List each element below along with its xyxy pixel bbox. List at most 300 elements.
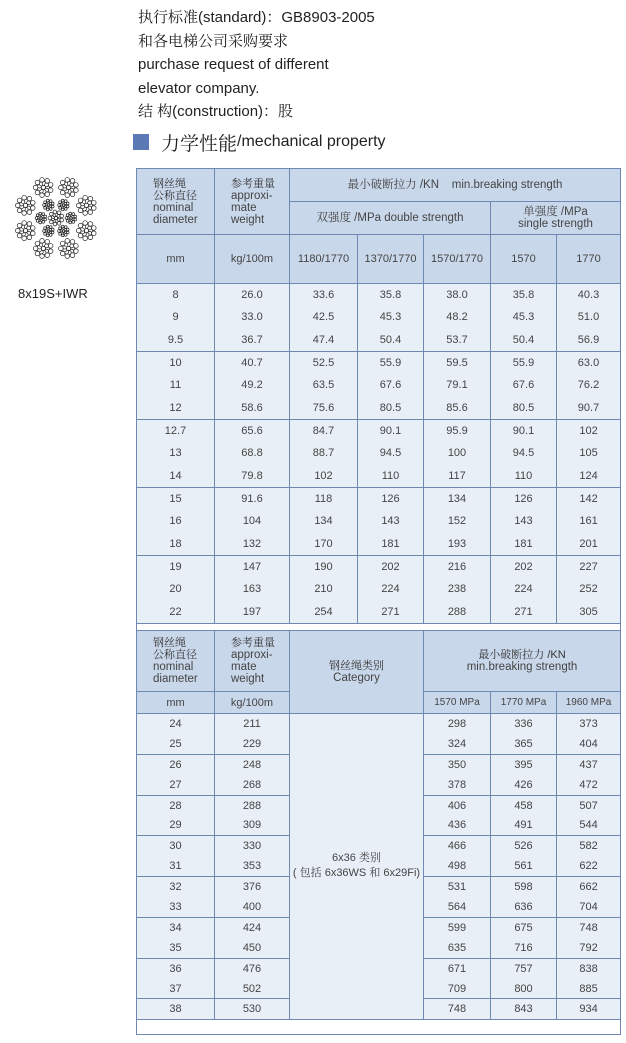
table-cell: 143 xyxy=(358,510,424,533)
table-cell: 373 xyxy=(557,714,621,734)
outer-strand-wire xyxy=(92,226,97,231)
iwr-core-wire xyxy=(57,211,61,215)
table-cell: 10 xyxy=(137,351,215,374)
table-cell: 33 xyxy=(137,897,215,917)
table-cell: 30 xyxy=(137,836,215,856)
outer-strand-wire xyxy=(59,246,64,251)
iwr-strand-wire xyxy=(61,225,64,228)
table-cell: 309 xyxy=(215,815,290,835)
table-cell: 404 xyxy=(557,734,621,754)
iwr-strand-wire xyxy=(43,230,46,233)
table-cell: 704 xyxy=(557,897,621,917)
table-cell: 51.0 xyxy=(557,306,621,329)
table-row xyxy=(137,714,621,734)
table-cell: 476 xyxy=(215,958,290,978)
table-cell: 55.9 xyxy=(491,351,557,374)
table-cell: 350 xyxy=(424,754,491,774)
table-cell: 26 xyxy=(137,754,215,774)
outer-strand-wire xyxy=(35,180,40,185)
table-cell: 838 xyxy=(557,958,621,978)
table-cell: 53.7 xyxy=(424,329,491,352)
table-cell: 32 xyxy=(137,877,215,897)
table-cell: 757 xyxy=(491,958,557,978)
iwr-strand-wire xyxy=(74,215,77,218)
iwr-strand-wire xyxy=(64,226,67,229)
iwr-strand-wire xyxy=(66,220,69,223)
outer-strand-wire xyxy=(59,185,64,190)
table-cell: 400 xyxy=(215,897,290,917)
table-cell: 224 xyxy=(491,578,557,601)
table-cell: 85.6 xyxy=(424,397,491,420)
table-cell: 118 xyxy=(290,487,358,510)
iwr-core-wire xyxy=(53,210,57,214)
unit-cell: mm xyxy=(137,692,215,714)
table-cell: 35 xyxy=(137,938,215,958)
table-row xyxy=(137,465,621,488)
table-cell: 68.8 xyxy=(215,442,290,465)
mechanical-table-2 xyxy=(136,630,621,1035)
table-cell: 45.3 xyxy=(491,306,557,329)
outer-strand-wire xyxy=(45,244,49,248)
table-cell: 424 xyxy=(215,917,290,937)
table-cell: 636 xyxy=(491,897,557,917)
outer-strand-wire xyxy=(88,226,92,230)
outer-strand-wire xyxy=(27,235,32,240)
table-cell: 40.7 xyxy=(215,351,290,374)
table-cell: 201 xyxy=(557,533,621,556)
header-weight: 参考重量 approxi- mate weight xyxy=(215,169,290,235)
iwr-strand-wire xyxy=(46,199,49,202)
table-cell: 80.5 xyxy=(491,397,557,420)
outer-strand-wire xyxy=(22,221,27,226)
table-cell: 147 xyxy=(215,555,290,578)
outer-strand-wire xyxy=(48,244,53,249)
outer-strand-wire xyxy=(76,228,81,233)
outer-strand-wire xyxy=(45,192,50,197)
outer-strand-wire xyxy=(40,239,45,244)
table-cell: 49.2 xyxy=(215,374,290,397)
outer-strand-wire xyxy=(74,244,79,249)
table-row xyxy=(137,351,621,374)
unit-cell: 1180/1770 xyxy=(290,235,358,284)
table-row xyxy=(137,601,621,624)
table-cell: 35.8 xyxy=(491,284,557,307)
table-cell: 48.2 xyxy=(424,306,491,329)
table-cell: 94.5 xyxy=(358,442,424,465)
header-double-strength: 双强度 /MPa double strength xyxy=(290,202,491,235)
table-cell: 437 xyxy=(557,754,621,774)
table-cell: 330 xyxy=(215,836,290,856)
table-cell: 582 xyxy=(557,836,621,856)
outer-strand-wire xyxy=(83,195,88,200)
iwr-core-wire xyxy=(49,212,53,216)
table-cell: 95.9 xyxy=(424,419,491,442)
outer-strand-wire xyxy=(74,188,79,193)
outer-strand-wire xyxy=(27,222,32,227)
table-cell: 716 xyxy=(491,938,557,958)
outer-strand-wire xyxy=(45,239,50,244)
table-cell: 491 xyxy=(491,815,557,835)
outer-strand-wire xyxy=(17,223,22,228)
outer-strand-wire xyxy=(70,192,75,197)
outer-strand-wire xyxy=(31,231,36,236)
table-cell: 88.7 xyxy=(290,442,358,465)
table-cell: 79.1 xyxy=(424,374,491,397)
iwr-strand-wire xyxy=(59,233,62,236)
table-row xyxy=(137,510,621,533)
outer-strand-wire xyxy=(31,206,36,211)
iwr-strand-wire xyxy=(42,213,45,216)
table-cell: 8 xyxy=(137,284,215,307)
table-cell: 132 xyxy=(215,533,290,556)
table-cell: 224 xyxy=(358,578,424,601)
unit-cell: 1570/1770 xyxy=(424,235,491,284)
outer-strand-wire xyxy=(31,226,36,231)
table-row xyxy=(137,578,621,601)
table-cell: 227 xyxy=(557,555,621,578)
iwr-strand-wire xyxy=(66,202,69,205)
table-cell: 202 xyxy=(358,555,424,578)
table-cell: 324 xyxy=(424,734,491,754)
table-cell: 170 xyxy=(290,533,358,556)
table-cell: 67.6 xyxy=(358,374,424,397)
iwr-strand-wire xyxy=(44,207,47,210)
table-cell: 102 xyxy=(290,465,358,488)
table-row xyxy=(137,397,621,420)
iwr-strand-wire xyxy=(36,214,39,217)
iwr-core-wire xyxy=(57,222,61,226)
table-cell: 202 xyxy=(491,555,557,578)
iwr-core-wire xyxy=(48,216,52,220)
table-cell: 252 xyxy=(557,578,621,601)
table-cell: 84.7 xyxy=(290,419,358,442)
iwr-strand-wire xyxy=(61,199,64,202)
table-cell: 12 xyxy=(137,397,215,420)
outer-strand-wire xyxy=(78,223,83,228)
construction-line: 结 构(construction)：股 xyxy=(138,103,294,120)
table-cell: 33.6 xyxy=(290,284,358,307)
iwr-strand-wire xyxy=(69,212,72,215)
iwr-strand-wire xyxy=(74,218,77,221)
table-cell: 102 xyxy=(557,419,621,442)
table-cell: 458 xyxy=(491,795,557,815)
table-cell: 55.9 xyxy=(358,351,424,374)
iwr-strand-wire xyxy=(46,234,49,237)
requirement-line-en-1: purchase request of different xyxy=(138,56,329,73)
table-cell: 142 xyxy=(557,487,621,510)
table-cell: 792 xyxy=(557,938,621,958)
table-cell: 502 xyxy=(215,979,290,999)
outer-strand-wire xyxy=(22,211,27,216)
header-min-breaking-strength: 最小破断拉力 /KN min.breaking strength xyxy=(424,631,621,692)
outer-strand-wire xyxy=(27,210,32,215)
iwr-strand-wire xyxy=(43,204,46,207)
outer-strand-wire xyxy=(88,196,93,201)
iwr-core-wire xyxy=(60,218,64,222)
category-note: ( 包括 6x36WS 和 6x29Fi) xyxy=(292,867,421,880)
outer-strand-wire xyxy=(27,201,31,205)
table-cell: 24 xyxy=(137,714,215,734)
section-title-en: /mechanical property xyxy=(237,133,386,150)
iwr-strand-wire xyxy=(49,208,52,211)
table-row xyxy=(137,442,621,465)
iwr-strand-wire xyxy=(66,205,69,208)
table-cell: 254 xyxy=(290,601,358,624)
table-cell: 561 xyxy=(491,856,557,876)
table-cell: 59.5 xyxy=(424,351,491,374)
table-row xyxy=(137,374,621,397)
outer-strand-wire xyxy=(22,236,27,241)
outer-strand-wire xyxy=(60,180,65,185)
table-cell: 124 xyxy=(557,465,621,488)
table-cell: 161 xyxy=(557,510,621,533)
outer-strand-wire xyxy=(70,239,75,244)
table-cell: 26.0 xyxy=(215,284,290,307)
table-cell: 934 xyxy=(557,999,621,1019)
table-cell: 498 xyxy=(424,856,491,876)
table-cell: 29 xyxy=(137,815,215,835)
iwr-strand-wire xyxy=(49,226,52,229)
table-cell: 190 xyxy=(290,555,358,578)
table-cell: 90.7 xyxy=(557,397,621,420)
table-cell: 36 xyxy=(137,958,215,978)
outer-strand-wire xyxy=(88,210,93,215)
table-cell: 20 xyxy=(137,578,215,601)
table-cell: 63.5 xyxy=(290,374,358,397)
unit-cell: 1770 MPa xyxy=(491,692,557,714)
outer-strand-wire xyxy=(22,195,27,200)
outer-strand-wire xyxy=(78,198,83,203)
iwr-strand-wire xyxy=(39,221,42,224)
table-cell: 36.7 xyxy=(215,329,290,352)
table-cell: 47.4 xyxy=(290,329,358,352)
table-cell: 211 xyxy=(215,714,290,734)
outer-strand-wire xyxy=(74,249,79,254)
table-cell: 126 xyxy=(491,487,557,510)
requirement-line-en-2: elevator company. xyxy=(138,80,260,97)
table-cell: 507 xyxy=(557,795,621,815)
outer-strand-wire xyxy=(27,196,32,201)
table-cell: 38.0 xyxy=(424,284,491,307)
table-cell: 134 xyxy=(290,510,358,533)
header-category: 钢丝绳类别 Category xyxy=(290,631,424,714)
table-cell: 530 xyxy=(215,999,290,1019)
unit-cell: 1570 MPa xyxy=(424,692,491,714)
rope-construction-label: 8x19S+IWR xyxy=(18,286,88,301)
iwr-strand-wire xyxy=(72,221,75,224)
table-cell: 426 xyxy=(491,775,557,795)
table-cell: 45.3 xyxy=(358,306,424,329)
outer-strand-wire xyxy=(92,200,97,205)
outer-strand-wire xyxy=(33,246,38,251)
outer-strand-wire xyxy=(88,235,93,240)
outer-strand-wire xyxy=(35,251,40,256)
table-cell: 110 xyxy=(491,465,557,488)
outer-strand-wire xyxy=(15,228,20,233)
requirement-line-cn: 和各电梯公司采购要求 xyxy=(138,33,289,50)
outer-strand-wire xyxy=(92,231,97,236)
iwr-strand-wire xyxy=(72,213,75,216)
iwr-strand-wire xyxy=(58,204,61,207)
iwr-strand-wire xyxy=(49,234,52,237)
table-cell: 105 xyxy=(557,442,621,465)
table-cell: 466 xyxy=(424,836,491,856)
outer-strand-wire xyxy=(76,203,81,208)
table-cell: 134 xyxy=(424,487,491,510)
table-cell: 210 xyxy=(290,578,358,601)
table-cell: 271 xyxy=(358,601,424,624)
iwr-strand-wire xyxy=(51,231,54,234)
table-cell: 110 xyxy=(358,465,424,488)
iwr-strand-wire xyxy=(44,218,47,221)
iwr-strand-wire xyxy=(44,233,47,236)
table-cell: 31 xyxy=(137,856,215,876)
table-cell: 336 xyxy=(491,714,557,734)
outer-strand-wire xyxy=(48,188,53,193)
table-cell: 526 xyxy=(491,836,557,856)
table-cell: 76.2 xyxy=(557,374,621,397)
outer-strand-wire xyxy=(17,198,22,203)
table-cell: 181 xyxy=(358,533,424,556)
table-cell: 28 xyxy=(137,795,215,815)
section-title-cn: 力学性能 xyxy=(161,133,238,155)
table-cell: 50.4 xyxy=(491,329,557,352)
table-cell: 531 xyxy=(424,877,491,897)
iwr-strand-wire xyxy=(46,208,49,211)
table-cell: 40.3 xyxy=(557,284,621,307)
iwr-core-wire xyxy=(53,222,57,226)
iwr-strand-wire xyxy=(51,228,54,231)
table-cell: 14 xyxy=(137,465,215,488)
outer-strand-wire xyxy=(60,190,65,195)
table-row xyxy=(137,533,621,556)
table-cell: 675 xyxy=(491,917,557,937)
header-diameter: 钢丝绳 公称直径 nominal diameter xyxy=(137,169,215,235)
table-cell: 622 xyxy=(557,856,621,876)
table-cell: 12.7 xyxy=(137,419,215,442)
outer-strand-wire xyxy=(35,190,40,195)
outer-strand-wire xyxy=(70,183,74,187)
table-cell: 353 xyxy=(215,856,290,876)
table-cell: 117 xyxy=(424,465,491,488)
iwr-strand-wire xyxy=(36,220,39,223)
iwr-strand-wire xyxy=(61,234,64,237)
table-cell: 229 xyxy=(215,734,290,754)
header-diameter: 钢丝绳 公称直径 nominal diameter xyxy=(137,631,215,692)
table-cell: 13 xyxy=(137,442,215,465)
iwr-strand-wire xyxy=(61,208,64,211)
unit-cell: 1770 xyxy=(557,235,621,284)
unit-cell: kg/100m xyxy=(215,235,290,284)
iwr-strand-wire xyxy=(69,221,72,224)
outer-strand-wire xyxy=(48,249,53,254)
table-cell: 126 xyxy=(358,487,424,510)
table-cell: 885 xyxy=(557,979,621,999)
table-row xyxy=(137,306,621,329)
iwr-strand-wire xyxy=(35,217,38,220)
table-cell: 268 xyxy=(215,775,290,795)
table-cell: 305 xyxy=(557,601,621,624)
table-cell: 365 xyxy=(491,734,557,754)
iwr-strand-wire xyxy=(42,221,45,224)
table-cell: 143 xyxy=(491,510,557,533)
outer-strand-wire xyxy=(83,211,88,216)
table-end-spacer xyxy=(137,1019,621,1034)
outer-strand-wire xyxy=(78,233,83,238)
outer-strand-wire xyxy=(88,222,93,227)
table-cell: 9 xyxy=(137,306,215,329)
outer-strand-wire xyxy=(83,236,88,241)
outer-strand-wire xyxy=(45,253,50,258)
table-cell: 197 xyxy=(215,601,290,624)
table-cell: 19 xyxy=(137,555,215,578)
table-cell: 42.5 xyxy=(290,306,358,329)
table-cell: 472 xyxy=(557,775,621,795)
table-cell: 248 xyxy=(215,754,290,774)
outer-strand-wire xyxy=(83,221,88,226)
table-cell: 100 xyxy=(424,442,491,465)
table-cell: 104 xyxy=(215,510,290,533)
iwr-strand-wire xyxy=(66,228,69,231)
table-cell: 80.5 xyxy=(358,397,424,420)
table-cell: 91.6 xyxy=(215,487,290,510)
mechanical-table-1 xyxy=(136,168,621,648)
table-cell: 63.0 xyxy=(557,351,621,374)
outer-strand-wire xyxy=(60,241,65,246)
table-cell: 671 xyxy=(424,958,491,978)
iwr-core-wire xyxy=(49,220,53,224)
iwr-strand-wire xyxy=(64,200,67,203)
table-cell: 34 xyxy=(137,917,215,937)
table-cell: 52.5 xyxy=(290,351,358,374)
table-cell: 748 xyxy=(424,999,491,1019)
table-cell: 599 xyxy=(424,917,491,937)
table-cell: 544 xyxy=(557,815,621,835)
table-cell: 65.6 xyxy=(215,419,290,442)
iwr-strand-wire xyxy=(39,212,42,215)
outer-strand-wire xyxy=(40,193,45,198)
iwr-strand-wire xyxy=(66,214,69,217)
outer-strand-wire xyxy=(48,183,53,188)
table-row xyxy=(137,487,621,510)
table-cell: 35.8 xyxy=(358,284,424,307)
iwr-strand-wire xyxy=(49,200,52,203)
table-cell: 15 xyxy=(137,487,215,510)
iwr-strand-wire xyxy=(59,227,62,230)
outer-strand-wire xyxy=(65,178,70,183)
table-cell: 37 xyxy=(137,979,215,999)
unit-cell: mm xyxy=(137,235,215,284)
table-cell: 33.0 xyxy=(215,306,290,329)
table-cell: 56.9 xyxy=(557,329,621,352)
outer-strand-wire xyxy=(92,206,97,211)
unit-cell: kg/100m xyxy=(215,692,290,714)
table-cell: 376 xyxy=(215,877,290,897)
outer-strand-wire xyxy=(40,178,45,183)
iwr-core-wire xyxy=(60,214,64,218)
table-cell: 298 xyxy=(424,714,491,734)
outer-strand-wire xyxy=(65,239,70,244)
outer-strand-wire xyxy=(31,200,36,205)
table-cell: 436 xyxy=(424,815,491,835)
iwr-strand-wire xyxy=(59,201,62,204)
table-cell: 163 xyxy=(215,578,290,601)
outer-strand-wire xyxy=(35,241,40,246)
table-cell: 193 xyxy=(424,533,491,556)
outer-strand-wire xyxy=(78,208,83,213)
unit-cell: 1570 xyxy=(491,235,557,284)
table-cell: 94.5 xyxy=(491,442,557,465)
